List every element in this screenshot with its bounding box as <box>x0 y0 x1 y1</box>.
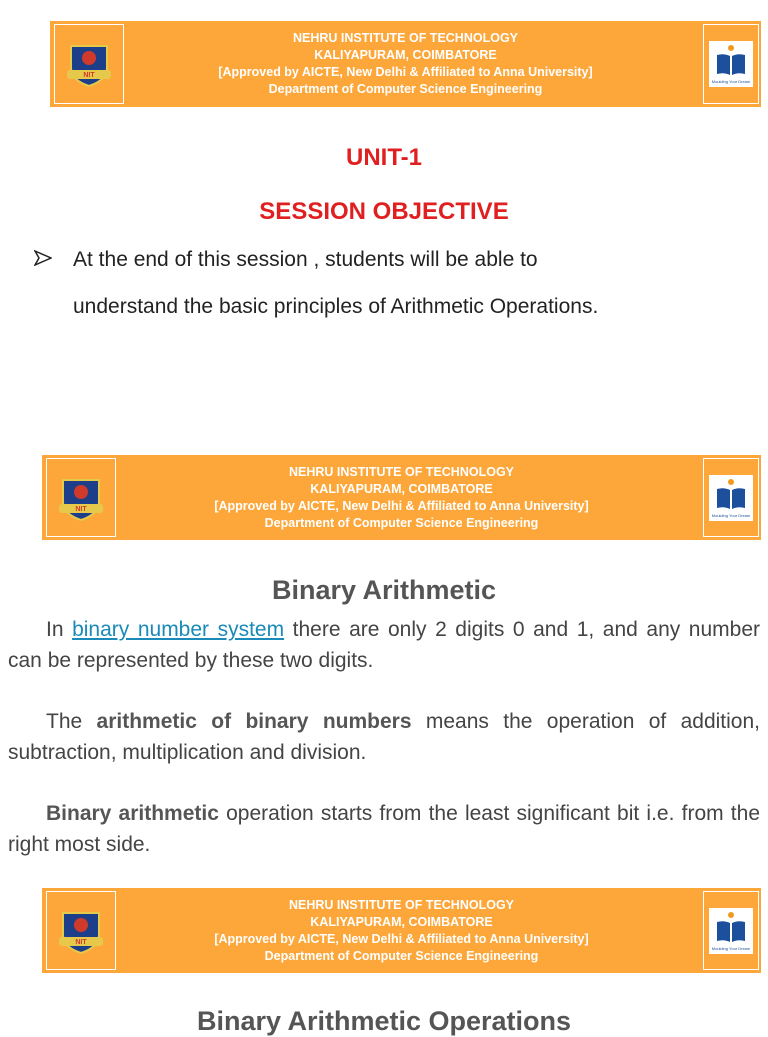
objective-line-2: understand the basic principles of Arithmetic Operations. <box>73 295 599 318</box>
nit-logo-icon <box>709 475 753 521</box>
bullet-arrow-icon <box>34 250 52 271</box>
paragraph-arithmetic: The arithmetic of binary numbers means the operation of addition, subtraction, multiplication and division. <box>8 710 760 764</box>
header-text <box>42 455 761 540</box>
svg-text:Moulding Your Dream: Moulding Your Dream <box>711 945 751 951</box>
header-banner <box>50 21 761 107</box>
binary-arithmetic-operations-title: Binary Arithmetic Operations <box>196 1006 572 1036</box>
institute-location: KALIYAPURAM, COIMBATORE <box>314 48 497 62</box>
institute-approval: [Approved by AICTE, New Delhi & Affiliated to Anna University] <box>214 498 589 513</box>
header-banner <box>42 455 761 540</box>
unit-title: UNIT-1 <box>345 144 422 171</box>
institute-name: NEHRU INSTITUTE OF TECHNOLOGY <box>293 31 518 45</box>
institute-approval: [Approved by AICTE, New Delhi & Affiliated to Anna University] <box>214 931 589 946</box>
svg-text:NIT: NIT <box>75 505 87 513</box>
paragraph-binary-system: In binary number system there are only 2 digits 0 and 1, and any number can be represented by these two digits. <box>8 618 761 672</box>
logo-cell <box>703 891 759 970</box>
objective-line-1: At the end of this session , students will be able to <box>73 248 538 271</box>
department-name: Department of Computer Science Engineering <box>264 948 539 963</box>
institute-location: KALIYAPURAM, COIMBATORE <box>310 914 493 929</box>
institute-approval: [Approved by AICTE, New Delhi & Affiliated to Anna University] <box>218 65 593 79</box>
binary-number-system-link[interactable]: binary number system <box>72 618 285 641</box>
header-text <box>42 888 761 973</box>
header-banner <box>42 888 761 973</box>
institute-name: NEHRU INSTITUTE OF TECHNOLOGY <box>289 897 514 912</box>
binary-arithmetic-title: Binary Arithmetic <box>271 575 497 605</box>
nit-logo-icon <box>709 41 753 87</box>
svg-text:Moulding Your Dream: Moulding Your Dream <box>711 512 751 518</box>
nit-logo-icon <box>709 908 753 954</box>
svg-text:NIT: NIT <box>75 938 87 946</box>
institute-location: KALIYAPURAM, COIMBATORE <box>310 481 493 496</box>
department-name: Department of Computer Science Engineering <box>268 82 543 96</box>
logo-cell <box>703 24 759 104</box>
svg-text:Moulding Your Dream: Moulding Your Dream <box>711 79 751 84</box>
paragraph-lsb: Binary arithmetic operation starts from the least significant bit i.e. from the right most side. <box>8 802 761 856</box>
department-name: Department of Computer Science Engineering <box>264 515 539 530</box>
session-objective-title: SESSION OBJECTIVE <box>259 198 509 225</box>
institute-name: NEHRU INSTITUTE OF TECHNOLOGY <box>289 464 514 479</box>
header-text <box>50 21 761 107</box>
svg-text:NIT: NIT <box>83 72 95 79</box>
logo-cell <box>703 458 759 537</box>
